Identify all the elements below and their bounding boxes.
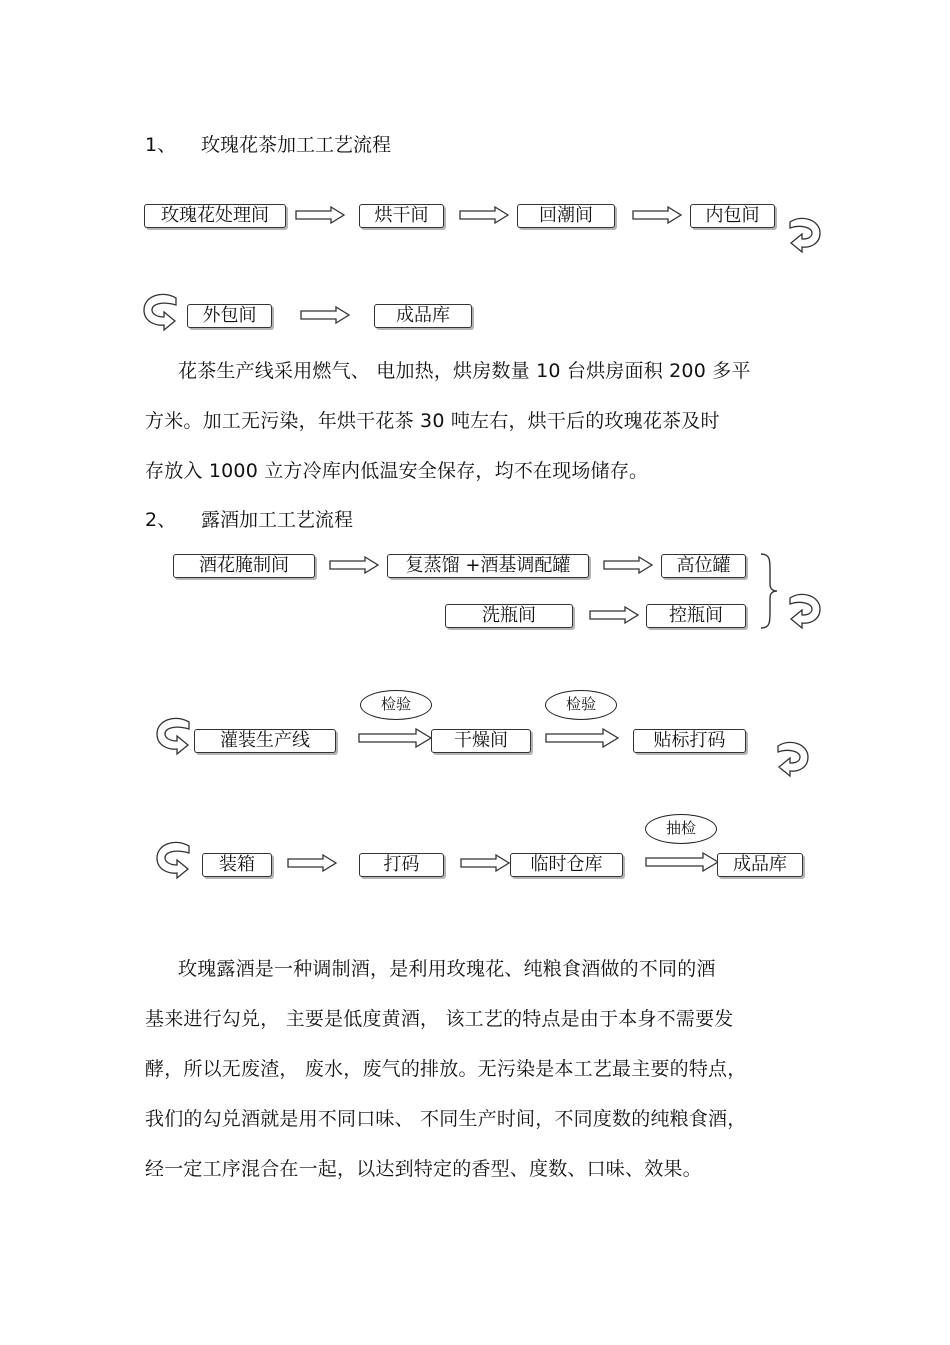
flow-arrow-icon xyxy=(632,206,682,224)
step-bottle-draining: 控瓶间 xyxy=(646,604,746,628)
flow-arrow-icon xyxy=(358,728,432,748)
curved-arrow-left-icon xyxy=(155,840,191,880)
check-badge-inspection-2: 检验 xyxy=(545,690,617,720)
step-temp-warehouse: 临时仓库 xyxy=(510,853,623,877)
section-2-paragraph-line: 我们的勾兑酒就是用不同口味、 不同生产时间，不同度数的纯粮食酒， xyxy=(145,1108,747,1130)
section-2-number: 2、 xyxy=(145,509,177,531)
curved-arrow-left-icon xyxy=(155,716,191,756)
curved-arrow-right-icon xyxy=(788,214,822,254)
section-1-number: 1、 xyxy=(145,134,177,156)
step-finished-warehouse-1: 成品库 xyxy=(374,304,472,328)
step-drying-room-2: 干燥间 xyxy=(431,729,531,753)
step-inner-packing: 内包间 xyxy=(690,204,775,228)
flow-arrow-icon xyxy=(287,854,337,872)
step-drying-room: 烘干间 xyxy=(359,204,444,228)
step-labeling-coding: 贴标打码 xyxy=(633,729,746,753)
step-boxing: 装箱 xyxy=(202,853,272,877)
flow-arrow-icon xyxy=(295,206,345,224)
curved-arrow-right-icon xyxy=(776,738,810,778)
flow-arrow-icon xyxy=(545,728,619,748)
section-2-heading xyxy=(145,505,353,532)
section-1-paragraph-line: 花茶生产线采用燃气、 电加热，烘房数量 10 台烘房面积 200 多平 xyxy=(178,360,751,382)
section-1-paragraph-line: 方米。加工无污染，年烘干花茶 30 吨左右，烘干后的玫瑰花茶及时 xyxy=(145,410,720,432)
step-coding: 打码 xyxy=(359,853,444,877)
step-rose-processing: 玫瑰花处理间 xyxy=(144,204,286,228)
section-2-paragraph-line: 经一定工序混合在一起，以达到特定的香型、度数、口味、效果。 xyxy=(145,1158,702,1180)
flow-arrow-icon xyxy=(329,556,379,574)
flow-arrow-icon xyxy=(603,556,653,574)
section-1-paragraph-line: 存放入 1000 立方冷库内低温安全保存，均不在现场储存。 xyxy=(145,460,649,482)
flow-arrow-icon xyxy=(459,206,509,224)
curved-arrow-left-icon xyxy=(142,292,178,332)
step-redistill-blending: 复蒸馏 +酒基调配罐 xyxy=(387,554,589,578)
step-filling-line: 灌装生产线 xyxy=(194,729,336,753)
section-1-title: 玫瑰花茶加工工艺流程 xyxy=(201,134,392,156)
step-flower-curing-room: 酒花腌制间 xyxy=(173,554,315,578)
curved-arrow-right-icon xyxy=(788,590,822,630)
section-2-title: 露酒加工工艺流程 xyxy=(201,509,354,531)
section-2-paragraph-line: 玫瑰露酒是一种调制酒，是利用玫瑰花、纯粮食酒做的不同的酒 xyxy=(178,958,716,980)
step-high-tank: 高位罐 xyxy=(661,554,746,578)
check-badge-inspection-1: 检验 xyxy=(360,690,432,720)
check-badge-spot-check: 抽检 xyxy=(645,814,717,844)
step-outer-packing: 外包间 xyxy=(187,304,272,328)
flow-arrow-icon xyxy=(460,854,510,872)
flow-arrow-icon xyxy=(589,606,639,624)
flow-arrow-icon xyxy=(645,852,719,872)
section-2-paragraph-line: 基来进行勾兑， 主要是低度黄酒， 该工艺的特点是由于本身不需要发 xyxy=(145,1008,734,1030)
section-2-paragraph-line: 酵，所以无废渣， 废水，废气的排放。无污染是本工艺最主要的特点， xyxy=(145,1058,747,1080)
step-bottle-washing: 洗瓶间 xyxy=(445,604,573,628)
section-1-heading xyxy=(145,130,391,157)
flow-arrow-icon xyxy=(300,306,350,324)
brace-icon xyxy=(758,552,780,630)
step-rehydration-room: 回潮间 xyxy=(517,204,615,228)
step-finished-warehouse-2: 成品库 xyxy=(717,853,803,877)
